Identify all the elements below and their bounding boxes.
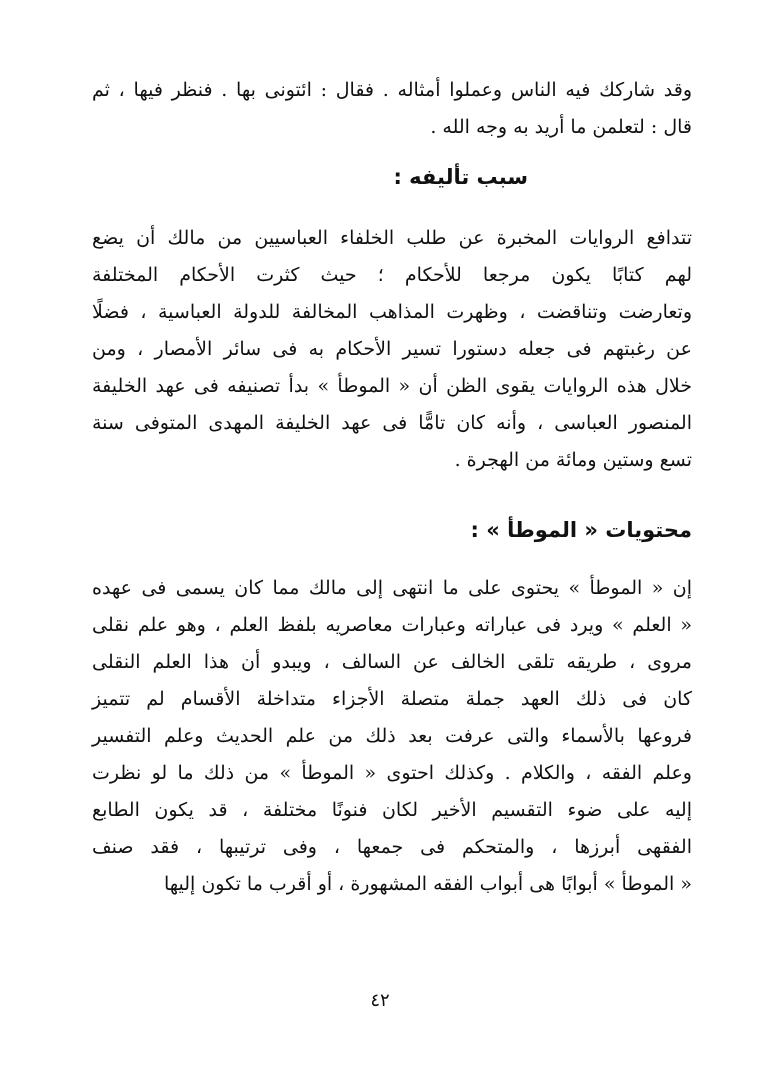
reason-paragraph: [92, 220, 692, 479]
text-line: المنصور العباسى ، وأنه كان تامًّا فى عهد الخليفة المهدى المتوفى سنة: [92, 412, 692, 434]
section-heading-contents: محتويات « الموطأ » :: [470, 518, 692, 542]
text-line: مروى ، طريقه تلقى الخالف عن السالف ، ويبدو أن هذا العلم النقلى: [92, 651, 692, 673]
intro-paragraph: [92, 72, 692, 146]
text-line: خلال هذه الروايات يقوى الظن أن « الموطأ » بدأ تصنيفه فى عهد الخليفة: [92, 375, 692, 397]
page-number: ٤٢: [370, 990, 390, 1011]
text-line: وقد شاركك فيه الناس وعملوا أمثاله . فقال : ائتونى بها . فنظر فيها ، ثم: [92, 79, 692, 101]
text-line: وتعارضت وتناقضت ، وظهرت المذاهب المخالفة للدولة العباسية ، فضلًا: [92, 301, 693, 323]
text-line: عن رغبتهم فى جعله دستورا تسير الأحكام به فى سائر الأمصار ، ومن: [92, 338, 692, 360]
text-line: « الموطأ » أبوابًا هى أبواب الفقه المشهورة ، أو أقرب ما تكون إليها: [163, 873, 692, 895]
text-line: تسع وستين ومائة من الهجرة .: [454, 449, 692, 471]
text-line: الفقهى أبرزها ، والمتحكم فى جمعها ، وفى ترتيبها ، فقد صنف: [92, 836, 692, 858]
text-line: تتدافع الروايات المخبرة عن طلب الخلفاء العباسيين من مالك أن يضع: [92, 227, 692, 249]
section-heading-reason: سبب تأليفه :: [393, 165, 528, 189]
text-line: إن « الموطأ » يحتوى على ما انتهى إلى مالك مما كان يسمى فى عهده: [92, 577, 692, 599]
text-line: إليه على ضوء التقسيم الأخير لكان فنونًا مختلفة ، قد يكون الطابع: [92, 799, 692, 821]
contents-paragraph: [92, 570, 692, 903]
text-line: لهم كتابًا يكون مرجعا للأحكام ؛ حيث كثرت الأحكام المختلفة: [92, 264, 692, 286]
text-line: « العلم » ويرد فى عباراته وعبارات معاصريه بلفظ العلم ، وهو علم نقلى: [92, 614, 692, 636]
text-line: فروعها بالأسماء والتى عرفت بعد ذلك من علم الحديث وعلم التفسير: [92, 725, 692, 747]
text-line: كان فى ذلك العهد جملة متصلة الأجزاء متداخلة الأقسام لم تتميز: [92, 688, 692, 710]
text-line: وعلم الفقه ، والكلام . وكذلك احتوى « الموطأ » من ذلك ما لو نظرت: [92, 762, 692, 784]
text-line: قال : لتعلمن ما أريد به وجه الله .: [430, 116, 692, 138]
